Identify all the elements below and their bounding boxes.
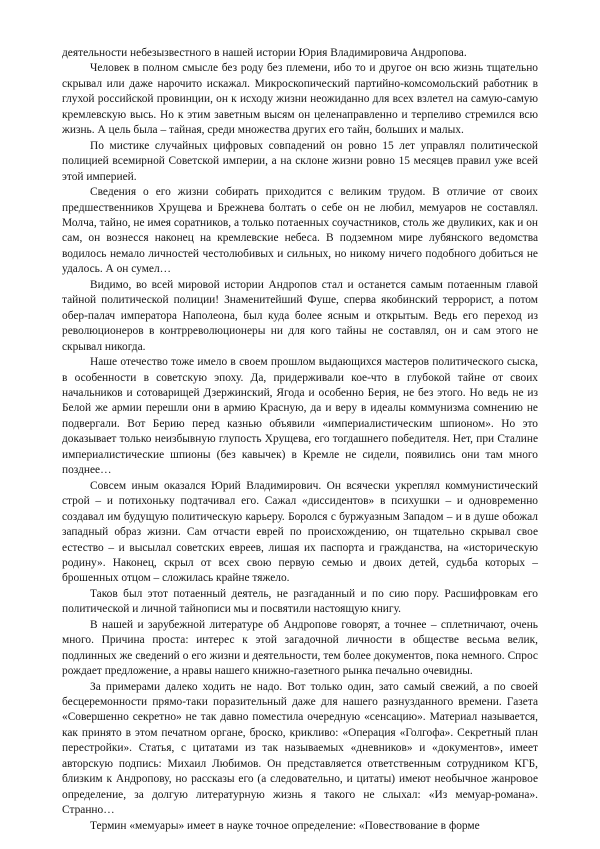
paragraph-3: Сведения о его жизни собирать приходится с великим трудом. В отличие от своих предшественников Хрущева и Брежнева болтать о себе он не любил, мемуаров не составлял. Молча, тайно, не имея соратников, а только потаенных соучастников, столь же двуликих, как и он сам, он вознесся наконец на кремлевские небеса. В подземном мире лубянского ведомства водилось немало личностей честолюбивых и сильных, но никому ничего подобного добиться не удалось. А он сумел… <box>62 186 538 276</box>
paragraph-2: По мистике случайных цифровых совпадений он ровно 15 лет управлял политической полицией всемирной Советской империи, а на склоне жизни ровно 15 месяцев правил уже всей этой империей. <box>62 139 538 183</box>
paragraph-8: В нашей и зарубежной литературе об Андропове говорят, а точнее – сплетничают, очень много. Причина проста: интерес к этой загадочной личности в обществе весьма велик, подлинных же сведений о его жизни и деятельности, тем более документов, пока немного. Спрос рождает предложение, а нравы нашего книжно-газетного рынка печально очевидны. <box>62 618 538 678</box>
document-text-body <box>62 46 538 834</box>
paragraph-7: Таков был этот потаенный деятель, не разгаданный и по сию пору. Расшифровкам его политической и личной тайнописи мы и посвятили настоящую книгу. <box>62 587 538 616</box>
paragraph-continuation: деятельности небезызвестного в нашей истории Юрия Владимировича Андропова. <box>62 47 467 59</box>
paragraph-5: Наше отечество тоже имело в своем прошлом выдающихся мастеров политического сыска, в особенности в советскую эпоху. Да, придерживали кое-что в глубокой тайне от своих начальников и сотоварищей Дзержинский, Ягода и особенно Берия, не без этого. Но ведь не из Белой же армии перешли они в армию Красную, да и веру в идеалы коммунизма сомнению не подвергали. Вот Берию перед казнью объявили «империалистическим шпионом». Но это доказывает только неизбывную глупость Хрущева, его тогдашнего победителя. Нет, при Сталине империалистические шпионы (без кавычек) в Кремле не сидели, появились они там много позднее… <box>62 356 538 477</box>
paragraph-9: За примерами далеко ходить не надо. Вот только один, зато самый свежий, а по своей бесцеремонности прямо-таки поразительный даже для нашего разнузданного времени. Газета «Совершенно секретно» не так давно поместила очередную «сенсацию». Материал называется, как принято в этом печатном органе, броско, крикливо: «Операция «Голгофа». Секретный план перестройки». Статья, с цитатами из так называемых «дневников» и «документов», имеет авторскую подпись: Михаил Любимов. Он представляется ответственным сотрудником КГБ, близким к Андропову, но рассказы его (а следовательно, и цитаты) имеют необычное жанровое определение, за долгую литературную жизнь я такого не слыхал: «Из мемуар-романа». Странно… <box>62 680 538 817</box>
paragraph-4: Видимо, во всей мировой истории Андропов стал и останется самым потаенным главой тайной политической полиции! Знаменитейший Фуше, сперва якобинский террорист, а потом обер-палач императора Наполеона, был куда более ясным и открытым. Ведь его переход из революционеров в контрреволюционеры ни для кого тайны не составлял, он и сам этого не скрывал никогда. <box>62 278 538 353</box>
paragraph-10: Термин «мемуары» имеет в науке точное определение: «Повествование в форме <box>90 819 480 832</box>
paragraph-1: Человек в полном смысле без роду без племени, ибо то и другое он всю жизнь тщательно скрывал или даже нарочито искажал. Микроскопический партийно-комсомольский работник в глухой российской провинции, он к исходу жизни неожиданно для всех взлетел на самую-самую кремлевскую высь. Но к этим заветным высям он целенаправленно и терпеливо стремился всю жизнь. А цель была – тайная, среди множества других его тайн, больших и малых. <box>62 62 538 137</box>
paragraph-6: Совсем иным оказался Юрий Владимирович. Он всячески укреплял коммунистический строй – и потихоньку подтачивал его. Сажал «диссидентов» в психушки – и одновременно создавал им будущую политическую карьеру. Боролся с буржуазным Западом – и в душе обожал западный образ жизни. Сам отчасти еврей по происхождению, он тщательно скрывал свое естество – и высылал советских евреев, лишая их паспорта и гражданства, на «историческую родину». Наконец, скрыл от всех свою первую семью и двоих детей, судьба которых – брошенных отцом – сложилась крайне тяжело. <box>62 479 538 585</box>
